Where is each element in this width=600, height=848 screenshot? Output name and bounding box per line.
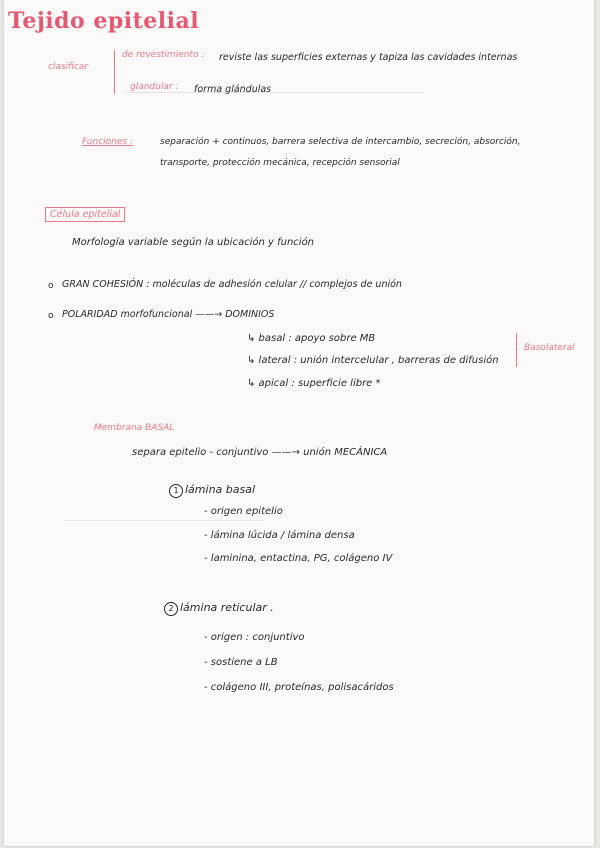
- bullet-dot: o: [48, 311, 54, 321]
- lamina-basal-heading: [169, 483, 255, 498]
- lamina-basal-item: - laminina, entactina, PG, colágeno IV: [204, 553, 393, 564]
- cohesion-text: GRAN COHESIÓN : moléculas de adhesión celular // complejos de unión: [62, 279, 402, 290]
- lamina-basal-item: - origen epitelio: [204, 506, 283, 517]
- clasificar-brace: [114, 50, 115, 94]
- number-circle: 2: [164, 602, 178, 616]
- morfologia-text: Morfología variable según la ubicación y función: [72, 237, 315, 248]
- bleed-through-line: [124, 92, 424, 94]
- bullet-dot: o: [48, 281, 54, 291]
- funciones-line1: separación + continuos, barrera selectiva de intercambio, secreción, absorción,: [160, 137, 521, 147]
- lamina-reticular-item: - sostiene a LB: [204, 657, 278, 668]
- membrana-basal-heading: Membrana BASAL: [94, 423, 175, 433]
- notebook-page: [4, 0, 594, 846]
- membrana-intro: separa epitelio - conjuntivo ——→ unión MECÁNICA: [132, 447, 388, 458]
- dominio-lateral: ↳ lateral : unión intercelular , barreras de difusión: [247, 355, 499, 366]
- lamina-reticular-item: - colágeno III, proteínas, polisacáridos: [204, 682, 394, 693]
- basolateral-brace: [516, 333, 517, 367]
- basolateral-label: Basolateral: [524, 343, 575, 353]
- dominio-apical: ↳ apical : superficie libre *: [247, 378, 381, 389]
- revestimiento-text: reviste las superficies externas y tapiza las cavidades internas: [219, 52, 518, 63]
- page-title: Tejido epitelial: [8, 8, 200, 34]
- glandular-text: forma glándulas: [194, 84, 272, 95]
- dominio-basal: ↳ basal : apoyo sobre MB: [247, 333, 376, 344]
- funciones-label: Funciones :: [82, 137, 133, 147]
- number-circle: 1: [169, 484, 183, 498]
- lamina-basal-item: - lámina lúcida / lámina densa: [204, 530, 355, 541]
- lamina-reticular-label: lámina reticular .: [180, 601, 274, 614]
- bleed-through-line: [64, 520, 264, 522]
- lamina-basal-label: lámina basal: [185, 483, 256, 496]
- celula-epitelial-heading: Célula epitelial: [45, 207, 125, 222]
- funciones-line2: transporte, protección mecánica, recepción sensorial: [160, 158, 400, 168]
- lamina-reticular-heading: [164, 601, 274, 616]
- revestimiento-label: de revestimiento :: [122, 50, 205, 60]
- lamina-reticular-item: - origen : conjuntivo: [204, 632, 305, 643]
- glandular-label: glandular :: [130, 82, 179, 92]
- polaridad-text: POLARIDAD morfofuncional ——→ DOMINIOS: [62, 309, 275, 320]
- clasificar-label: clasificar: [48, 62, 89, 72]
